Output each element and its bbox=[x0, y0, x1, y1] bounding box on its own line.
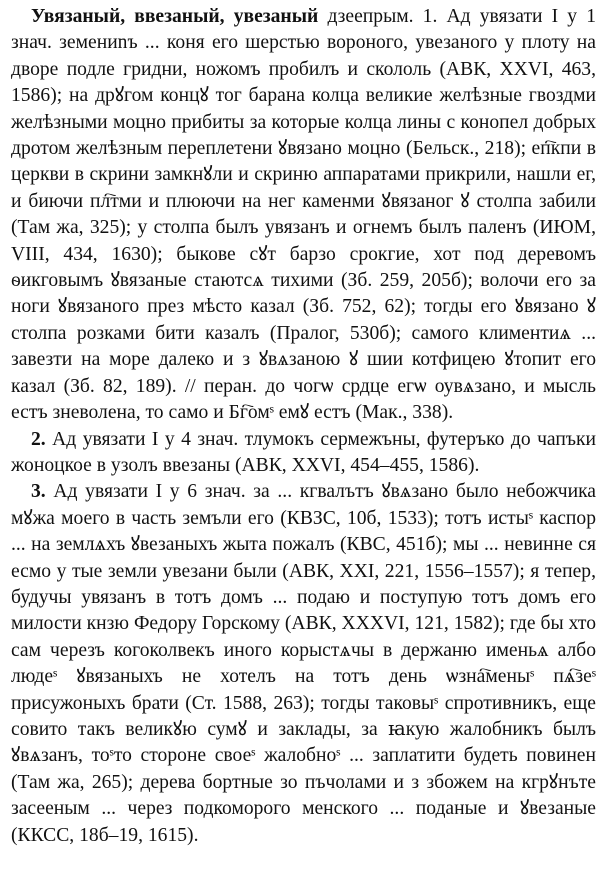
headword: Увязаный, ввезаный, увезаный bbox=[31, 6, 319, 27]
sense-1-text: дзеепрым. 1. Ад увязати І у 1 знач. земениnъ ... коня его шерстью вороного, увезаного у плоту на дворе подле гридни, ножомъ пробилъ и скололь (АВК, XXVI, 463, 1586); на дрꙋгом концꙋ тог барана колца великие желѣзные гвоздми желѣзными моцно прибиты за которые колца лины с конопел добрых дротом желѣзным переплетени ꙋвязано моцно (Бельск., 218); еп҇кпи в церкви в скрини замкнꙋли и скриню аппаратами прикрили, нашли ег, и биючи пл҇тми и плюючи на нег каменми ꙋвязаног ꙋ столпа забили (Там жа, 325); у столпа былъ увязанъ и огнемъ былъ паленъ (ИЮМ, VIII, 434, 1630); быкове сꙋт барзо срокгие, хот под деревомъ ѳикговымъ ꙋвязаные стаютсѧ тихими (Зб. 259, 205б); волочи его за ноги ꙋвязаного през мѣсто казал (Зб. 752, 62); тогды его ꙋвязано ꙋ столпа розками бити казалъ (Пралог, 530б); самого климентиѧ ... завезти на море далеко и з ꙋвѧзаною ꙋ шии котфицею ꙋтопит его казал (Зб. 82, 189). // перан. до чогѡ срдце егѡ оувѧзано, и мысль естъ зневолена, то само и Бг҇омˢ емꙋ естъ (Мак., 338). bbox=[11, 6, 596, 424]
entry-paragraph-2 bbox=[11, 427, 596, 480]
sense-2-number: 2. bbox=[31, 428, 46, 450]
entry-paragraph-3 bbox=[11, 479, 596, 849]
sense-2-text: Ад увязати І у 4 знач. тлумокъ сермежъны, футеръко до чапъки жоноцкое в узолъ ввезаны (АВК, XXVI, 454–455, 1586). bbox=[11, 428, 596, 476]
sense-3-number: 3. bbox=[31, 481, 46, 503]
sense-3-text: Ад увязати І у 6 знач. за ... кгвалътъ ꙋвѧзано было небожчика мꙋжа моего в часть земъли его (КВЗС, 10б, 1533); тотъ истыˢ каспор ... на землѧхъ ꙋвезаныхъ жыта пожалъ (КВС, 451б); мы ... невинне ся есмо у тые земли увезани были (АВК, XXI, 221, 1556–1557); я тепер, будучы увязанъ в тотъ домъ ... подаю и поступую тотъ домъ его милости кнзю Федору Горскому (АВК, XXXVI, 121, 1582); где бы хто сам черезъ когоколвекъ иного корыстѧчы в держаню именьѧ албо людеˢ ꙋвязаныхъ не хотелъ на тотъ день ѡзна҇меныˢ пѧ҇зеˢ присужоныхъ брати (Ст. 1588, 263); тогды таковыˢ спротивникъ, еще совито такъ великꙋю сумꙋ и заклады, за ꙗкую жалобникъ былъ ꙋвѧзанъ, тоˢто стороне своеˢ жалобноˢ ... заплатити будеть повинен (Там жа, 265); дерева бортные зо пъчолами и з збожем на кгрꙋнъте засееным ... черeз подкоморого менского ... поданые и ꙋвезаные (ККСС, 18б–19, 1615). bbox=[11, 481, 596, 846]
entry-paragraph-1 bbox=[11, 4, 596, 427]
